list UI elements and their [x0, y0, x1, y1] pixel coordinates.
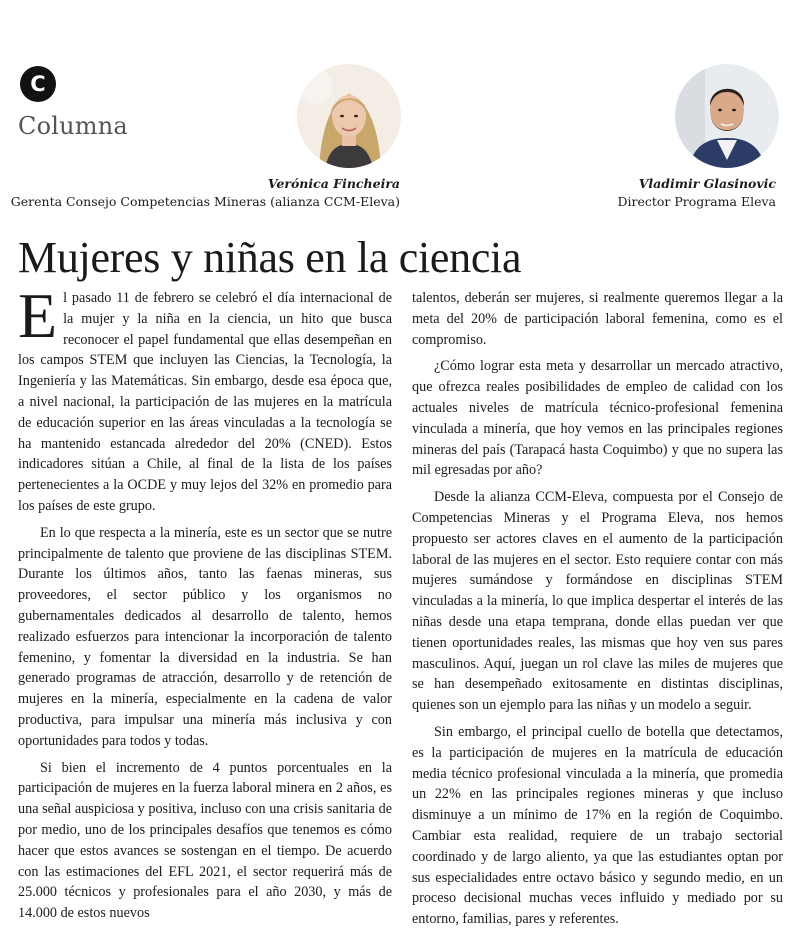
article-paragraph: ¿Cómo lograr esta meta y desarrollar un mercado atractivo, que ofrezca reales posibilidades de empleo de calidad con los actuales niveles de matrícula técnico-profesional femenina vinculada a minería, que hoy vemos en las principales regiones mineras del país (Tarapacá hasta Coquimbo) y que no supera las mil egresadas por año?	[412, 358, 783, 479]
drop-cap: E	[18, 280, 58, 351]
author-photo-veronica	[297, 64, 401, 168]
article-paragraph: talentos, deberán ser mujeres, si realmente queremos llegar a la meta del 20% de participación laboral femenina, como es el compromiso.	[412, 290, 783, 348]
author-role: Director Programa Eleva	[617, 194, 776, 209]
author-name: Vladimir Glasinovic	[638, 176, 776, 191]
article-paragraph: Desde la alianza CCM-Eleva, compuesta por el Consejo de Competencias Mineras y el Programa Eleva, nos hemos propuesto ser actores claves en el aumento de la participación laboral de las mujeres en el sector. Esto requiere contar con más mujeres sumándose y formándose en disciplinas STEM vinculadas a la minería, lo que implica despertar el interés de las niñas desde una etapa temprana, donde ellas puedan ver que tienen oportunidades reales, las mismas que hoy ven sus pares masculinos. Aquí, juegan un rol clave las miles de mujeres que se han desempeñado exitosamente en distintas disciplinas, quienes son un ejemplo para las niñas y un modelo a seguir.	[412, 489, 783, 714]
article-column-right	[412, 288, 783, 936]
author-role: Gerenta Consejo Competencias Mineras (alianza CCM-Eleva)	[10, 194, 400, 209]
article-headline: Mujeres y niñas en la ciencia	[18, 233, 522, 282]
author-name: Verónica Fincheira	[267, 176, 400, 191]
section-label: Columna	[18, 112, 128, 140]
article-paragraph: El pasado 11 de febrero se celebró el día internacional de la mujer y la niña en la ciencia, un hito que busca reconocer el papel fundamental que ellas desempeñan en los campos STEM que incluyen las Ciencias, la Tecnología, la Ingeniería y las Matemáticas. Sin embargo, desde esa época que, a nivel nacional, la participación de las mujeres en la matrícula de educación superior en las áreas vinculadas a la tecnología se ha mantenido estancada alrededor del 20% (CNED). Estos indicadores sitúan a Chile, al final de la lista de los países pertenecientes a la OCDE y muy lejos del 32% en promedio para los países de este grupo.	[18, 280, 392, 514]
article-paragraph: En lo que respecta a la minería, este es un sector que se nutre principalmente de talento que proviene de las disciplinas STEM. Durante los últimos años, tanto las faenas mineras, sus proveedores, el sector público y los organismos no gubernamentales dedicados al desarrollo de talento, hemos realizado esfuerzos para intencionar la incorporación de talento femenino, y fomentar la diversidad en la industria. Se han generado programas de atracción, desarrollo y de retención de mujeres en la minería, especialmente en la cadena de valor productiva, para impulsar una minería más inclusiva y con oportunidades para todos y todas.	[18, 524, 392, 749]
author-photo-vladimir	[675, 64, 779, 168]
article-column-left	[18, 280, 392, 930]
section-badge: C	[20, 66, 56, 102]
article-paragraph: Sin embargo, el principal cuello de botella que detectamos, es la participación de mujeres en la matrícula de educación media técnico profesional vinculada a la minería, que promedia un 22% en las principales regiones mineras y que incluso disminuye a un mínimo de 17% en la región de Coquimbo. Cambiar esta realidad, requiere de un trabajo sectorial coordinado y de largo aliento, ya que las estudiantes optan por sus especialidades entre octavo básico y segundo medio, en un proceso decisional muchas veces influido y mediado por su entorno, familias, pares y referentes.	[412, 723, 783, 928]
article-paragraph: Si bien el incremento de 4 puntos porcentuales en la participación de mujeres en la fuerza laboral minera en 2 años, es una señal auspiciosa y positiva, incluso con una crisis sanitaria de por medio, uno de los principales desafíos que tenemos es cómo hacer que estos avances se sostengan en el tiempo. De acuerdo con las estimaciones del EFL 2021, el sector requerirá más de 25.000 técnicos y profesionales para el año 2030, y más de 14.000 de estos nuevos	[18, 759, 392, 922]
